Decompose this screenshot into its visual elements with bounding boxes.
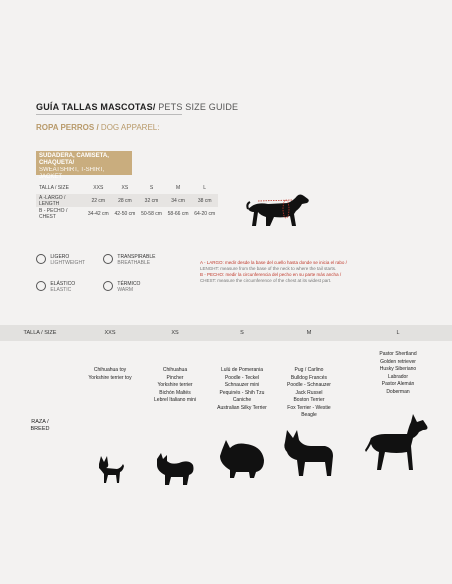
- title-divider: [36, 114, 182, 115]
- length-m: 34 cm: [165, 194, 192, 207]
- garment-tag-line2: SWEATSHIRT, T-SHIRT, JACKET: [39, 167, 105, 180]
- chest-xxs: 34-42 cm: [87, 210, 109, 217]
- breed-item: Labrador: [387, 373, 408, 380]
- legend-chest-es: B - PECHO: medir la circunferencia del pecho en su parte más ancha /: [200, 272, 342, 277]
- breed-row: [0, 341, 452, 511]
- size-xs: XS: [121, 184, 129, 191]
- feather-icon: [36, 254, 46, 264]
- page-title: GUÍA TALLAS MASCOTAS/ PETS SIZE GUIDE: [36, 102, 239, 112]
- breed-label-es: RAZA /: [31, 418, 49, 425]
- doberman-silhouette-icon: [363, 412, 433, 474]
- chest-s: 50-58 cm: [141, 210, 162, 217]
- legend-length-en: LENGHT: measure from the base of the neck to where the tail starts.: [200, 266, 337, 271]
- breed-item: Pequinés - Shih Tzu: [219, 389, 265, 396]
- breed-size-xs: XS: [140, 325, 210, 341]
- breed-table: [0, 325, 452, 511]
- breed-item: Australian Silky Terrier: [217, 404, 267, 411]
- breed-item: Pastor Shertland: [379, 351, 417, 357]
- size-header: TALLA / SIZE: [39, 184, 69, 191]
- feature-breathable-es: TRANSPIRABLE: [117, 254, 156, 260]
- breed-size-s: S: [210, 325, 274, 341]
- chihuahua-silhouette-icon: [93, 450, 127, 484]
- pomeranian-fluffy-silhouette-icon: [216, 434, 268, 480]
- measurement-header-row: [36, 181, 218, 194]
- breed-item: Chihuahua toy: [93, 367, 127, 373]
- breed-item: Yorkshire terrier toy: [88, 374, 132, 381]
- size-l: L: [203, 184, 207, 191]
- breed-item: Beagle: [301, 412, 317, 418]
- breed-item: Boston Terrier: [293, 397, 325, 403]
- breed-item: Husky Siberiano: [379, 366, 417, 372]
- breathable-icon: [103, 254, 113, 264]
- breed-item: Pincher: [166, 374, 184, 381]
- size-s: S: [149, 184, 154, 191]
- feature-elastic-es: ELÁSTICO: [50, 281, 76, 287]
- breed-item: Bulldog Francés: [290, 374, 328, 381]
- feature-breathable-en: BREATHABLE: [117, 260, 151, 266]
- measurement-table: [36, 181, 218, 220]
- feature-warm-es: TÉRMICO: [117, 281, 141, 287]
- breed-item: Poodle - Teckel: [224, 374, 260, 381]
- chest-xs: 42-50 cm: [114, 210, 136, 217]
- french-bulldog-silhouette-icon: [281, 428, 337, 478]
- breed-size-m: M: [274, 325, 344, 341]
- feature-elastic-en: ELASTIC: [50, 287, 72, 293]
- chest-row: [36, 207, 218, 220]
- size-xxs: XXS: [93, 184, 104, 191]
- measure-legend: [200, 260, 347, 284]
- breed-label-en: BREED: [30, 426, 50, 432]
- elastic-icon: [36, 281, 46, 291]
- feature-lightweight: [36, 254, 85, 266]
- breed-size-l: L: [344, 325, 452, 341]
- breed-header-row: [0, 325, 452, 341]
- breed-item: Lebrel Italiano mini: [154, 397, 196, 403]
- breed-item: Lulú de Pomerania: [221, 367, 263, 373]
- breed-item: Schnauzer mini: [224, 382, 260, 388]
- length-row: [36, 194, 218, 207]
- pomeranian-silhouette-icon: [153, 449, 197, 487]
- size-m: M: [175, 184, 181, 191]
- garment-tag-line1: SUDADERA, CAMISETA, CHAQUETA/: [39, 153, 109, 166]
- breed-item: Doberman: [386, 388, 410, 395]
- breed-item: Golden retriever: [380, 358, 416, 365]
- length-label: A -LARGO / LENGTH: [36, 194, 85, 207]
- dog-measure-illustration: [244, 190, 314, 236]
- length-xs: 28 cm: [112, 194, 139, 207]
- length-l: 38 cm: [191, 194, 218, 207]
- breed-item: Pug / Carlino: [294, 367, 324, 373]
- breed-item: Fox Terrier - Westie: [287, 404, 331, 411]
- breeds-xs: [140, 341, 210, 511]
- section-subtitle: ROPA PERROS / DOG APPAREL:: [36, 123, 160, 132]
- chest-label: B - PECHO / CHEST: [39, 207, 68, 220]
- feature-lightweight-en: LIGHTWEIGHT: [50, 260, 86, 266]
- breed-row-label: [0, 341, 80, 511]
- breed-item: Caniche: [232, 397, 252, 403]
- chest-l: 64-20 cm: [194, 210, 216, 217]
- breeds-xxs: [80, 341, 140, 511]
- breed-item: Chihuahua: [162, 367, 188, 373]
- feature-breathable: [103, 254, 155, 266]
- breed-item: Jack Russel: [295, 389, 323, 396]
- breeds-m: [274, 341, 344, 511]
- chest-m: 58-66 cm: [167, 210, 189, 217]
- length-xxs: 22 cm: [85, 194, 112, 207]
- garment-tag: [36, 151, 132, 180]
- length-s: 32 cm: [138, 194, 165, 207]
- breed-size-xxs: XXS: [80, 325, 140, 341]
- feature-warm-en: WARM: [117, 287, 134, 293]
- breeds-l: [344, 341, 452, 511]
- breed-size-header: TALLA / SIZE: [0, 325, 80, 341]
- breed-item: Yorkshire terrier: [157, 382, 193, 388]
- breed-item: Poodle - Schnauzer: [287, 382, 331, 388]
- feature-elastic: [36, 281, 75, 293]
- breed-item: Pastor Alemán: [381, 381, 415, 387]
- feature-warm: [103, 281, 140, 293]
- breed-item: Bichón Maltés: [159, 389, 191, 396]
- feature-lightweight-es: LIGERO: [50, 254, 70, 260]
- legend-chest-en: CHEST: measure the circumference of the chest at its widest part.: [200, 278, 332, 283]
- legend-length-es: A - LARGO: medir desde la base del cuello hasta donde se inicia el rabo /: [200, 260, 347, 265]
- thermal-icon: [103, 281, 113, 291]
- breeds-s: [210, 341, 274, 511]
